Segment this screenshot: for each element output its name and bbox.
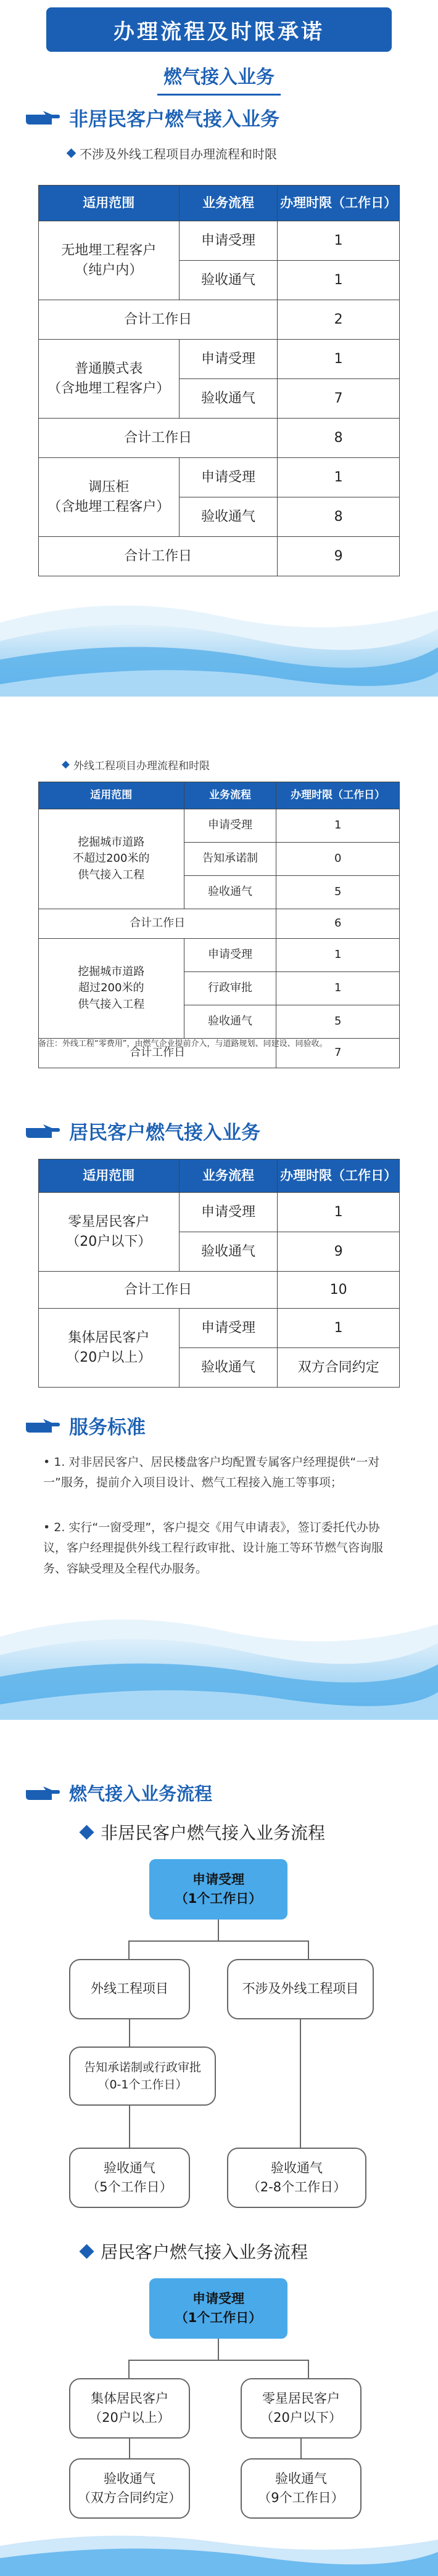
flow-connector: [128, 2360, 308, 2361]
flow-node-small-resident: 零星居民客户 （20户以下）: [241, 2378, 362, 2439]
table-cell-total-days: 6: [276, 909, 400, 939]
table-cell-days: 5: [276, 876, 400, 909]
table-cell-total-label: 合计工作日: [39, 300, 278, 340]
flow-node-approval: 告知承诺制或行政审批 （0-1个工作日）: [69, 2046, 216, 2106]
table-cell-days: 双方合同约定: [278, 1348, 400, 1388]
wave-decoration: [0, 586, 438, 697]
pointing-hand-icon: [25, 108, 60, 127]
table-cell-total-label: 合计工作日: [39, 909, 276, 939]
flow-connector: [308, 2360, 309, 2378]
section-title-text: 非居民客户燃气接入业务: [69, 108, 279, 131]
table-cell-total-days: 2: [278, 300, 400, 340]
diamond-bullet-icon: [62, 761, 70, 769]
flow-connector: [129, 2439, 130, 2458]
section-title-text: 居民客户燃气接入业务: [69, 1122, 260, 1144]
table-cell-process: 申请受理: [179, 1193, 278, 1232]
flow-connector: [128, 1940, 130, 1959]
table-cell-scope: 无地埋工程客户 （纯户内）: [39, 221, 180, 300]
flow-connector: [218, 1920, 219, 1940]
flow-subtitle-nonresident: [81, 1820, 325, 1844]
table-nonresident-outer: [38, 782, 400, 1068]
diamond-bullet-icon: [79, 1825, 94, 1839]
pointing-hand-icon: [25, 1122, 60, 1140]
flow-connector: [300, 2019, 301, 2148]
table-cell-days: 0: [276, 843, 400, 876]
table-cell-process: 验收通气: [179, 497, 278, 537]
pointing-hand-icon: [25, 1784, 60, 1802]
flow-node-no-outer-project: 不涉及外线工程项目: [227, 1959, 374, 2019]
section-heading-service-standard: [25, 1412, 146, 1439]
table-cell-scope: 挖掘城市道路 不超过200米的 供气接入工程: [39, 809, 184, 909]
flow-connector: [129, 2019, 130, 2046]
flow-connector: [300, 2439, 302, 2458]
table-header-time: 办理时限（工作日）: [276, 782, 400, 809]
table-cell-process: 申请受理: [184, 809, 276, 843]
table-cell-total-days: 10: [278, 1272, 400, 1309]
flow-connector: [129, 2106, 130, 2148]
table-cell-days: 9: [278, 1232, 400, 1272]
table-cell-total-label: 合计工作日: [39, 1039, 276, 1068]
table-cell-days: 1: [278, 1309, 400, 1348]
table-cell-days: 1: [276, 939, 400, 972]
flow-node-outer-project: 外线工程项目: [69, 1959, 190, 2019]
page-banner-title: 办理流程及时限承诺: [46, 7, 392, 52]
section-heading-flow: [25, 1780, 212, 1805]
flow-connector: [128, 1940, 308, 1942]
note-text: 外线工程项目办理流程和时限: [73, 760, 210, 772]
note-outer-project: [63, 757, 210, 772]
section-title-text: 服务标准: [69, 1417, 146, 1439]
table-cell-scope: 集体居民客户 （20户以上）: [39, 1309, 180, 1388]
flow-node-apply: 申请受理 （1个工作日）: [149, 1859, 287, 1920]
table-cell-process: 验收通气: [184, 1005, 276, 1039]
table-cell-scope: 挖掘城市道路 超过200米的 供气接入工程: [39, 939, 184, 1039]
table-cell-process: 行政审批: [184, 972, 276, 1005]
table-cell-process: 申请受理: [179, 1309, 278, 1348]
table-cell-process: 验收通气: [179, 1348, 278, 1388]
outer-project-remark: 备注：外线工程“零费用”，由燃气企业提前介入，与道路规划、同建设、同验收。: [38, 1039, 328, 1049]
table-cell-days: 8: [278, 497, 400, 537]
table-header-scope: 适用范围: [39, 782, 184, 809]
note-no-outer-project: [68, 144, 277, 162]
table-cell-days: 1: [278, 261, 400, 300]
table-cell-process: 申请受理: [184, 939, 276, 972]
table-cell-process: 告知承诺制: [184, 843, 276, 876]
table-cell-total-label: 合计工作日: [39, 1272, 278, 1309]
sub-title-wrap: [0, 62, 438, 96]
table-cell-total-days: 8: [278, 419, 400, 458]
table-cell-total-days: 7: [276, 1039, 400, 1068]
table-cell-days: 5: [276, 1005, 400, 1039]
table-cell-days: 1: [278, 221, 400, 261]
table-header-process: 业务流程: [179, 186, 278, 221]
table-header-time: 办理时限（工作日）: [278, 1159, 400, 1193]
flow-connector: [308, 1940, 309, 1959]
wave-decoration: [0, 1593, 438, 1720]
table-nonresident-no-outer: [38, 185, 400, 576]
table-cell-process: 申请受理: [179, 458, 278, 497]
pointing-hand-icon: [25, 1417, 60, 1435]
table-cell-days: 7: [278, 379, 400, 419]
service-standard-item-1: • 1. 对非居民客户、居民楼盘客户均配置专属客户经理提供“一对一”服务，提前介入项目设计、燃气工程接入施工等事项；: [43, 1455, 380, 1490]
flow-node-resident-apply: 申请受理 （1个工作日）: [149, 2278, 287, 2339]
table-cell-total-label: 合计工作日: [39, 537, 278, 576]
flow-subtitle-text: 非居民客户燃气接入业务流程: [101, 1823, 326, 1843]
table-cell-days: 1: [276, 809, 400, 843]
sub-title: 燃气接入业务: [157, 62, 281, 96]
table-cell-days: 1: [278, 1193, 400, 1232]
table-cell-scope: 普通膜式表 （含地埋工程客户）: [39, 340, 180, 419]
table-header-time: 办理时限（工作日）: [278, 186, 400, 221]
table-cell-process: 验收通气: [179, 379, 278, 419]
table-cell-days: 1: [278, 458, 400, 497]
table-cell-process: 验收通气: [179, 1232, 278, 1272]
table-cell-days: 1: [276, 972, 400, 1005]
table-cell-total-days: 9: [278, 537, 400, 576]
table-cell-process: 申请受理: [179, 340, 278, 379]
flow-node-check-group: 验收通气 （双方合同约定）: [69, 2458, 190, 2519]
table-cell-process: 验收通气: [179, 261, 278, 300]
table-header-scope: 适用范围: [39, 1159, 180, 1193]
table-cell-scope: 调压柜 （含地埋工程客户）: [39, 458, 180, 537]
section-heading-resident: [25, 1117, 260, 1145]
table-cell-scope: 零星居民客户 （20户以下）: [39, 1193, 180, 1272]
flow-node-check-no-outer: 验收通气 （2-8个工作日）: [227, 2148, 366, 2208]
flow-node-group-resident: 集体居民客户 （20户以上）: [69, 2378, 190, 2439]
note-text: 不涉及外线工程项目办理流程和时限: [80, 147, 277, 162]
table-header-scope: 适用范围: [39, 186, 180, 221]
flow-node-check-outer: 验收通气 （5个工作日）: [69, 2148, 190, 2208]
flow-node-check-small: 验收通气 （9个工作日）: [241, 2458, 362, 2519]
flow-connector: [218, 2339, 219, 2360]
table-cell-process: 验收通气: [184, 876, 276, 909]
flow-connector: [128, 2360, 130, 2378]
diamond-bullet-icon: [79, 2244, 94, 2259]
flow-subtitle-resident: [81, 2239, 308, 2263]
table-cell-days: 1: [278, 340, 400, 379]
section-title-text: 燃气接入业务流程: [69, 1783, 213, 1804]
service-standard-item-2: • 2. 实行“一窗受理”，客户提交《用气申请表》，签订委托代办协议，客户经理提供外线工程行政审批、设计施工等环节燃气咨询服务、容缺受理及全程代办服务。: [43, 1521, 384, 1576]
table-cell-process: 申请受理: [179, 221, 278, 261]
wave-decoration: [0, 2527, 438, 2576]
section-heading-nonresident: [25, 104, 279, 131]
flow-subtitle-text: 居民客户燃气接入业务流程: [101, 2242, 308, 2262]
table-header-process: 业务流程: [184, 782, 276, 809]
table-resident: [38, 1159, 400, 1388]
table-header-process: 业务流程: [179, 1159, 278, 1193]
diamond-bullet-icon: [67, 149, 76, 158]
table-cell-total-label: 合计工作日: [39, 419, 278, 458]
